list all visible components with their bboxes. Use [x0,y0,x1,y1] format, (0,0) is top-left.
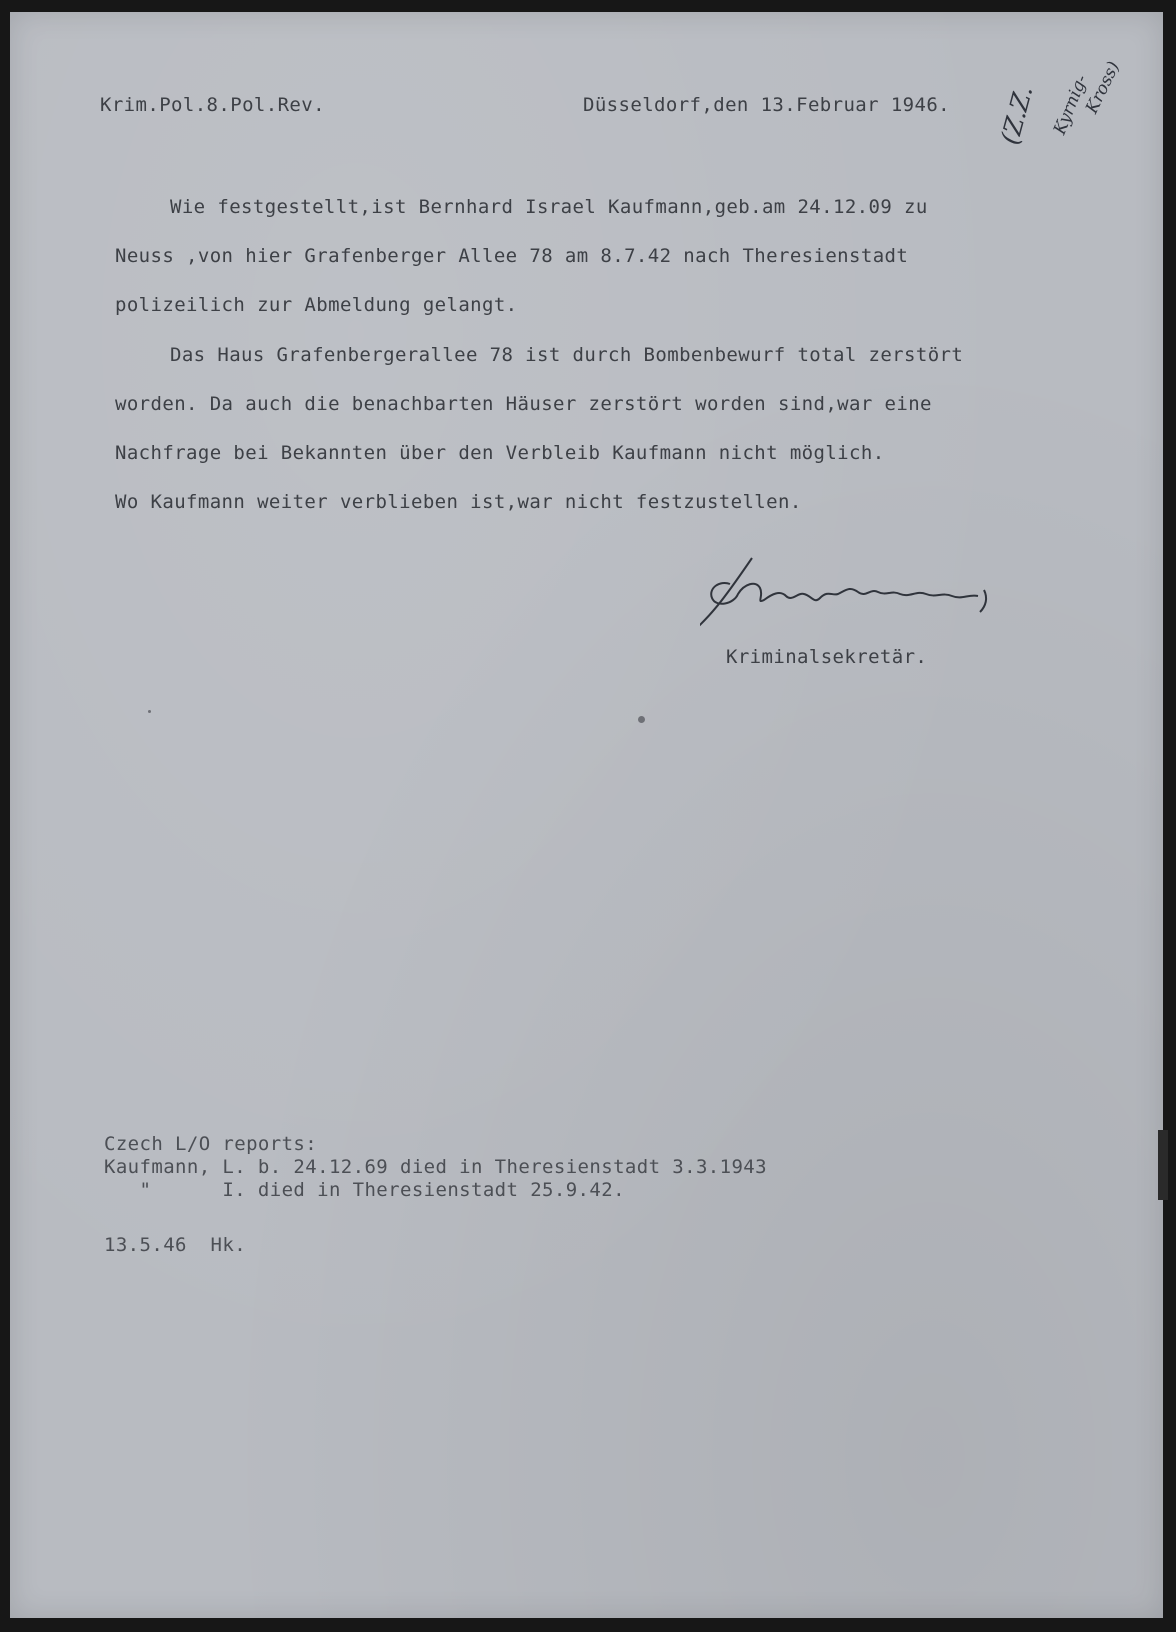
note-line-2: Kaufmann, L. b. 24.12.69 died in Theresienstadt 3.3.1943 [104,1156,767,1178]
body-line-6: Nachfrage bei Bekannten über den Verbleib Kaufmann nicht möglich. [115,442,885,464]
body-line-2: Neuss ,von hier Grafenberger Allee 78 am 8.7.42 nach Theresienstadt [115,245,909,267]
signature-title: Kriminalsekretär. [726,646,928,668]
margin-handwriting-2: Kyrnig- [1050,72,1092,138]
margin-handwriting-3: Kross) [1082,58,1125,117]
paper-speck [638,716,645,723]
document-header-date: Düsseldorf,den 13.Februar 1946. [583,94,951,116]
body-line-4: Das Haus Grafenbergerallee 78 ist durch Bombenbewurf total zerstört [170,344,964,366]
edge-clip-mark [1158,1130,1168,1200]
note-line-3: " I. died in Theresienstadt 25.9.42. [104,1179,625,1201]
handwritten-signature [700,550,1030,640]
paper-speck [148,710,151,713]
body-line-5: worden. Da auch die benachbarten Häuser zerstört worden sind,war eine [115,393,932,415]
note-line-4: 13.5.46 Hk. [104,1234,247,1256]
body-line-3: polizeilich zur Abmeldung gelangt. [115,294,518,316]
document-page [10,12,1163,1618]
margin-handwriting-1: (Z.Z. [995,82,1039,148]
body-line-7: Wo Kaufmann weiter verblieben ist,war nicht festzustellen. [115,491,802,513]
document-header-left: Krim.Pol.8.Pol.Rev. [100,94,325,116]
note-line-1: Czech L/O reports: [104,1133,318,1155]
body-line-1: Wie festgestellt,ist Bernhard Israel Kaufmann,geb.am 24.12.09 zu [170,196,928,218]
